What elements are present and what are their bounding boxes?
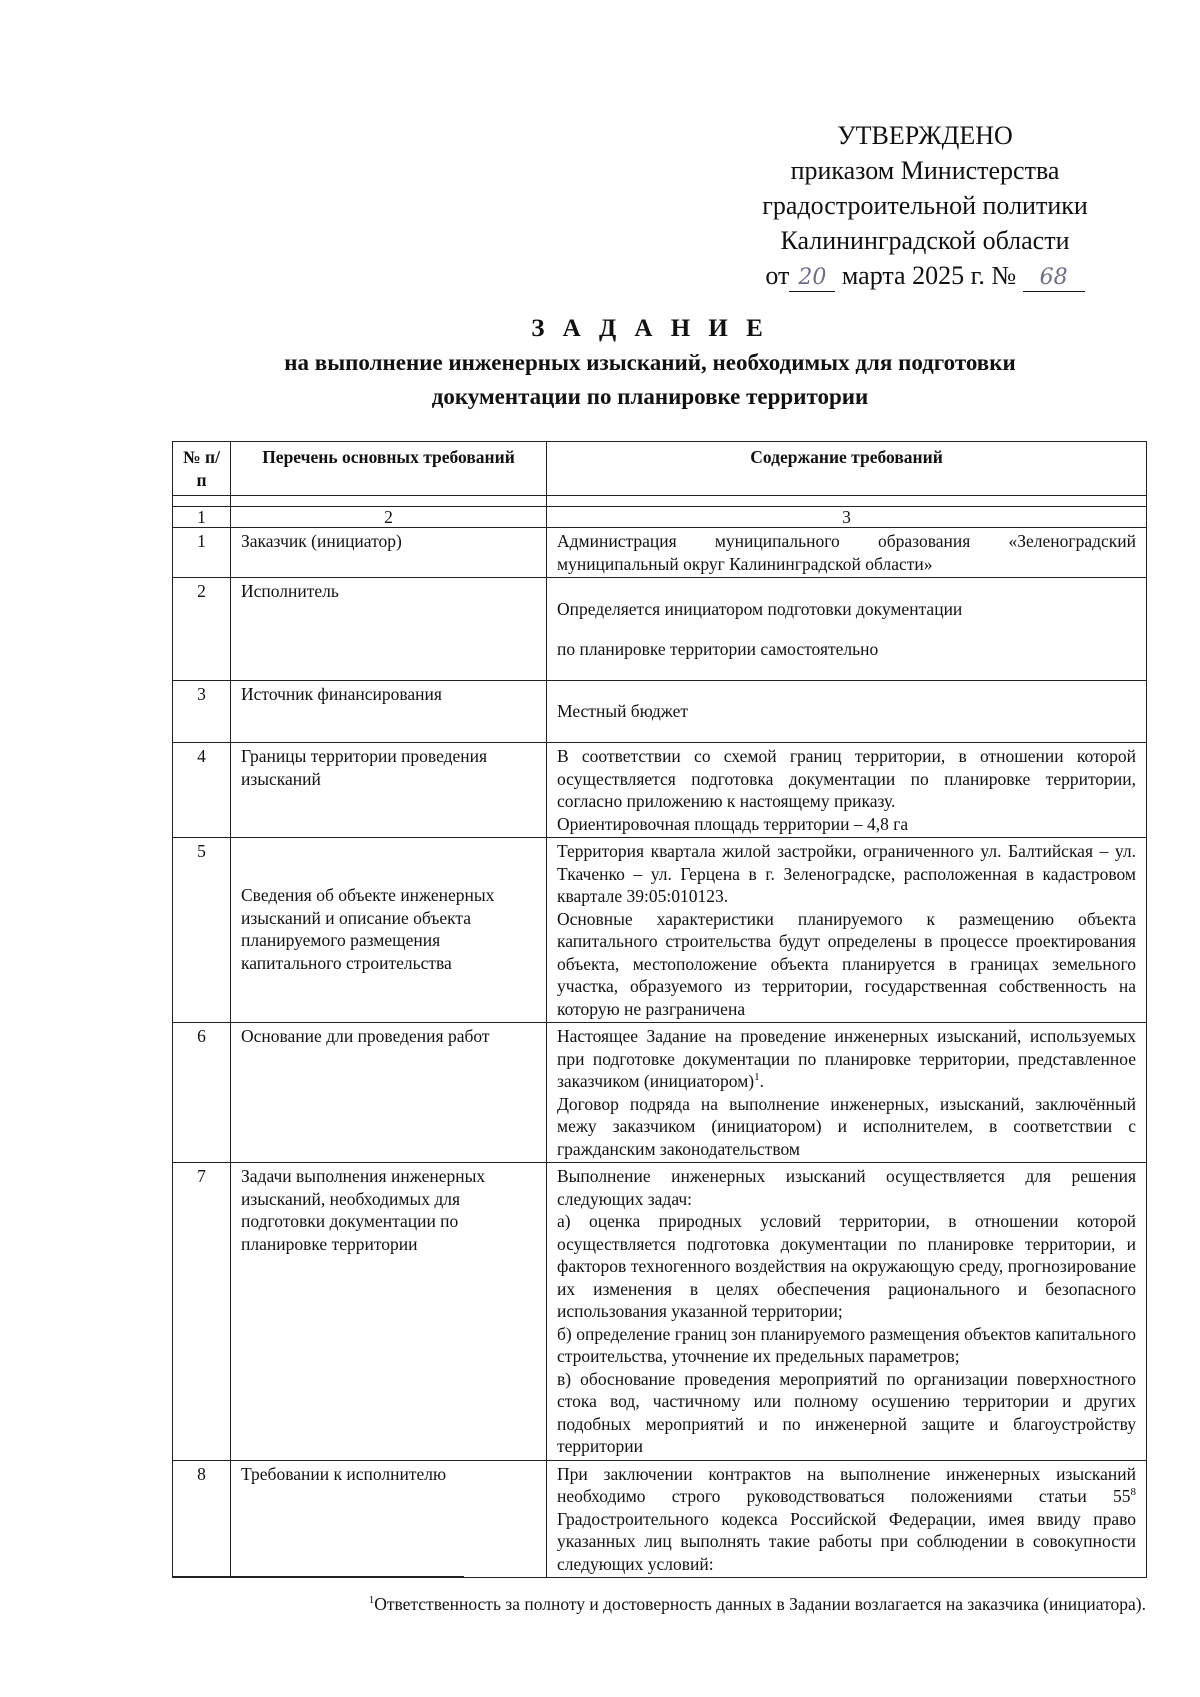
approval-title: УТВЕРЖДЕНО [837,121,1013,150]
row-content [547,680,1147,743]
content-paragraph: Определяется инициатором подготовки документации [557,598,963,619]
footnote-separator [172,1576,464,1577]
row-number: 5 [173,838,231,1023]
content-paragraph: Территория квартала жилой застройки, ограниченного ул. Балтийская – ул. Ткаченко – ул. Герцена в г. Зеленоградске, расположенная в кадастровом квартале 39:05:010123. [557,841,1136,906]
footnote-mark: 1 [368,1594,375,1607]
approval-line-2: приказом Министерства [790,156,1060,185]
content-text-end: Градостроительного кодекса Российской Федерации, имея ввиду право указанных лиц выполнять такие работы при соблюдении в совокупности следующих условий: [557,1508,1136,1574]
content-text: При заключении контрактов на выполнение инженерных изысканий необходимо строго руководствоваться положениями статьи 55 [557,1463,1136,1506]
row-content [547,838,1147,1023]
row-requirement: Задачи выполнения инженерных изысканий, необходимых для подготовки документации по планировке территории [231,1163,547,1461]
article-superscript: 8 [1130,1486,1136,1499]
content-paragraph: Выполнение инженерных изысканий осуществляется для решения следующих задач: [557,1166,1136,1209]
order-number-handwritten: 68 [1039,265,1068,290]
requirements-table [172,441,1147,1578]
row-requirement: Заказчик (инициатор) [231,528,547,578]
row-requirement: Исполнитель [231,578,547,681]
content-paragraph: в) обоснование проведения мероприятий по организации поверхностного стока вод, частичному или полному осушению территории и других подобных мероприятий и по инженерной защите и благоустройству территории [557,1368,1136,1456]
table-row [173,528,1147,578]
table-row [173,838,1147,1023]
content-text: Настоящее Задание на проведение инженерных изысканий, используемых при подготовке документации по планировке территории, представленное заказчиком (инициатором) [557,1026,1136,1091]
table-row [173,743,1147,838]
content-paragraph [557,1025,1136,1093]
table-row [173,1163,1147,1461]
content-paragraph: Ориентировочная площадь территории – 4,8 га [557,813,909,834]
footnote [172,1594,1146,1615]
footnote-text: Ответственность за полноту и достоверность данных в Задании возлагается на заказчика (инициатора). [374,1594,1146,1614]
row-content [547,1163,1147,1461]
row-number: 2 [173,578,231,681]
date-middle: марта 2025 г. № [841,261,1017,290]
date-day-field [789,263,835,292]
title-subtitle-2: документации по планировке территории [431,384,869,409]
content-paragraph: а) оценка природных условий территории, в отношении которой осуществляется подготовка документации по планировке территории, и факторов техногенного воздействия на окружающую среду, прогнозирование их изменения в целях обеспечения рационального и безопасного использования указанной территории; [557,1211,1136,1321]
date-day-handwritten: 20 [798,265,827,290]
index-cell: 3 [547,507,1147,528]
header-requirement: Перечень основных требований [231,442,547,496]
table-row [173,680,1147,743]
row-requirement: Сведения об объекте инженерных изысканий и описание объекта планируемого размещения капитального строительства [231,838,547,1023]
row-number: 4 [173,743,231,838]
row-requirement: Основание дли проведения работ [231,1023,547,1163]
approval-line-4: Калининградской области [780,226,1070,255]
header-content: Содержание требований [547,442,1147,496]
row-content [547,578,1147,681]
content-paragraph: Договор подряда на выполнение инженерных, изысканий, заключённый межу заказчиком (инициатором) и исполнителем, в соответствии с гражданским законодательством [557,1093,1136,1159]
header-num: № п/п [173,442,231,496]
approval-block [690,118,1160,293]
content-paragraph: Местный бюджет [557,701,689,721]
row-content [547,1023,1147,1163]
content-paragraph: б) определение границ зон планируемого размещения объектов капитального строительства, уточнение их предельных параметров; [557,1323,1136,1366]
table-row [173,1460,1147,1578]
content-paragraph [557,1463,1136,1576]
title-subtitle-1: на выполнение инженерных изысканий, необходимых для подготовки [284,350,1016,375]
row-content [547,743,1147,838]
content-paragraph: по планировке территории самостоятельно [557,638,879,659]
row-content [547,528,1147,578]
row-requirement: Требовании к исполнителю [231,1460,547,1578]
order-number-field [1023,263,1085,292]
table-row [173,578,1147,681]
row-requirement: Источник финансирования [231,680,547,743]
content-paragraph: Основные характеристики планируемого к размещению объекта капитального строительства будут определены в процессе проектирования объекта, местоположение объекта планируется в границах земельного участка, образуемого из территории, государственная собственность на которую не разграничена [557,908,1136,1019]
approval-date-line [690,258,1160,293]
index-cell: 2 [231,507,547,528]
row-number: 7 [173,1163,231,1461]
table-index-row [173,507,1147,528]
footnote-reference: 1 [754,1071,760,1084]
date-prefix: от [765,261,790,290]
table-header-row [173,442,1147,496]
index-cell: 1 [173,507,231,528]
row-number: 1 [173,528,231,578]
row-number: 8 [173,1460,231,1578]
table-row [173,1023,1147,1163]
row-requirement: Границы территории проведения изысканий [231,743,547,838]
row-content [547,1460,1147,1578]
approval-line-3: градостроительной политики [762,191,1088,220]
content-text-end: . [759,1071,764,1091]
content-paragraph: В соответствии со схемой границ территории, в отношении которой осуществляется подготовка документации по планировке территории, согласно приложению к настоящему приказу. [557,746,1136,811]
title-main: З А Д А Н И Е [531,315,769,342]
row-number: 3 [173,680,231,743]
document-title [150,312,1150,414]
row-number: 6 [173,1023,231,1163]
table-spacer-row [173,496,1147,507]
content-paragraph: Администрация муниципального образования «Зеленоградский муниципальный округ Калининградской области» [557,531,1136,574]
